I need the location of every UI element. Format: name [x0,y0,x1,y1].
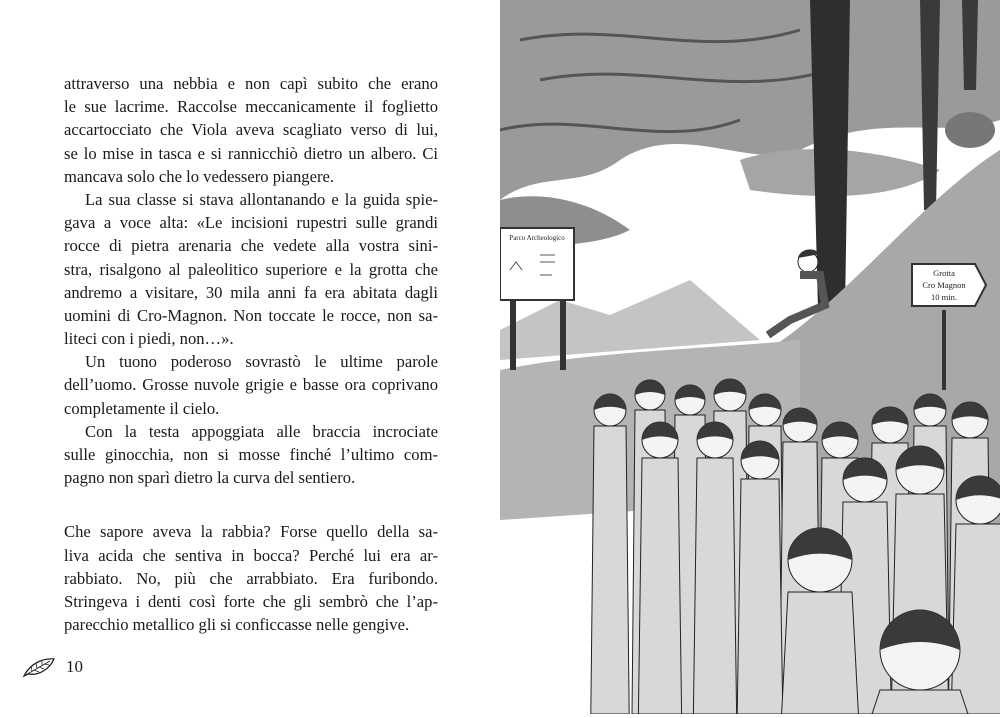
child-body [872,690,968,714]
text-line: mancava solo che lo vedessero piangere. [64,166,334,186]
leaf-icon [22,656,56,678]
text-line: Che sapore aveva la rabbia? Forse quello della sa- [64,522,438,542]
child-body [591,426,629,714]
text-line: attraverso una nebbia e non capì subito che erano [64,74,438,93]
text-line: stra, risalgono al paleolitico superiore e la grotta che [64,259,438,279]
text-page [0,0,500,714]
text-line: gava a voce alta: «Le incisioni rupestri sulle grandi [64,213,438,233]
child-body [951,524,1000,714]
text-line: liteci con i piedi, non…». [64,329,234,349]
text-line: Stringeva i denti così forte che gli sembrò che l’ap- [64,591,438,611]
illustration [500,0,1000,714]
page-number: 10 [66,657,83,676]
text-line: pagno non sparì dietro la curva del sentiero. [64,468,356,488]
board-title: Parco Archeologico [509,234,565,242]
sign-line-2: Cro Magnon [922,280,966,290]
text-line: liva acida che sentiva in bocca? Perché lui era ar- [64,545,438,565]
crowd [591,379,1000,714]
text-line: Con la testa appoggiata alle braccia incrociate [85,421,438,441]
text-line: uomini di Cro-Magnon. Non toccate le rocce, non sa- [64,305,438,325]
text-line: rocce di pietra arenaria che vedete alla vostra sini- [64,236,438,256]
text-line: completamente il cielo. [64,398,220,418]
text-line: rabbiato. No, più che arrabbiato. Era furibondo. [64,568,438,588]
text-line: accartocciato che Viola aveva scagliato verso di lui, [64,120,438,140]
folio [22,656,83,678]
section-break [64,489,438,520]
body-text [64,72,438,636]
child-body [693,458,736,714]
child-body [782,592,859,714]
sign-line-3: 10 min. [931,292,957,302]
text-line: dell’uomo. Grosse nuvole grigie e basse ora coprivano [64,375,438,395]
text-line: Un tuono poderoso sovrastò le ultime parole [85,352,438,372]
sign-line-1: Grotta [933,268,955,278]
text-line: parecchio metallico gli si conficcasse nelle gengive. [64,615,410,635]
text-line: La sua classe si stava allontanando e la guida spie- [85,189,438,209]
text-line: sulle ginocchia, non si mosse finché l’ultimo com- [64,445,438,464]
text-section-1 [64,72,438,489]
child-body [737,479,783,714]
child-body [638,458,681,714]
text-line: andremo a visitare, 30 mila anni fa era abitata dagli [64,282,438,302]
text-line: le sue lacrime. Raccolse meccanicamente il foglietto [64,97,438,117]
text-line: se lo mise in tasca e si rannicchiò dietro un albero. Ci [64,143,438,163]
text-section-2 [64,520,438,636]
